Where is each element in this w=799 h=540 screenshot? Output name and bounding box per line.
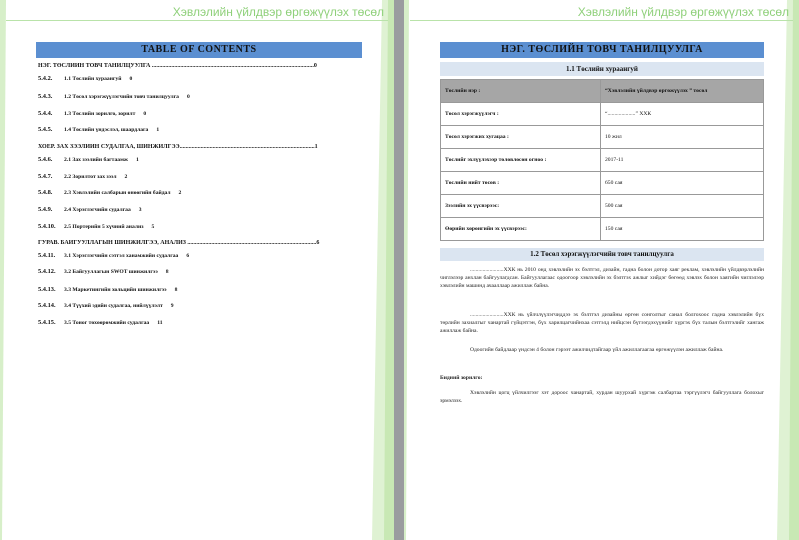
toc-entry[interactable]: 5.4.3. 1.2 Төсөл хэрэгжүүлэгчийн товч танилцуулга 0 — [38, 93, 190, 100]
page-header: Хэвлэлийн үйлдвэр өргөжүүлэх төсөл — [577, 5, 789, 19]
paragraph: Хэвлэлийн цогц үйлчилгээг хэт дороос чанартай, хурдан шуурхай хүргэж салбартаа тэргүүлэгч байгууллага болохыг эрмэлзэх. — [440, 390, 764, 404]
toc-entry[interactable]: 5.4.7. 2.2 Зорилтот зах зээл 2 — [38, 173, 128, 180]
toc-entry[interactable]: 5.4.6. 2.1 Зах зээлийн багтаамж 1 — [38, 156, 139, 163]
table-cell-label: Төслийг эхлүүлэхээр төлөвлөсөн огноо : — [441, 149, 601, 172]
page-right — [404, 0, 799, 540]
toc-chapter-2[interactable]: ХОЁР. ЗАХ ЗЭЭЛИЙН СУДАЛГАА, ШИНЖИЛГЭЭ..........................................................................................1 — [38, 144, 318, 150]
toc-title: TABLE OF CONTENTS — [36, 42, 362, 58]
toc-entry[interactable]: 5.4.9. 2.4 Хэрэглэгчийн судалгаа 3 — [38, 206, 142, 213]
toc-entry[interactable]: 5.4.14. 3.4 Түүхий эдийн судалгаа, нийлүүлэлт 9 — [38, 302, 174, 309]
page-decoration-left — [404, 0, 418, 540]
table-cell-value: 500 сая — [601, 195, 764, 218]
paragraph-heading: Бидний зорилго: — [440, 375, 483, 381]
table-cell-value: 10 жил — [601, 126, 764, 149]
table-cell-value: “Хэвлэлийн үйлдвэр өргөжүүлэх ” төсөл — [601, 80, 764, 103]
table-cell-value: 650 сая — [601, 172, 764, 195]
table-cell-label: Төсөл хэрэгжүүлэгч : — [441, 103, 601, 126]
section-title: 1.2 Төсөл хэрэгжүүлэгчийн товч танилцуулга — [440, 248, 764, 261]
toc-entry[interactable]: 5.4.13. 3.3 Маркетингийн хольцийн шинжилгээ 8 — [38, 286, 178, 293]
table-cell-label: Өөрийн хөрөнгийн эх үүсвэрээс: — [441, 218, 601, 241]
header-divider — [6, 20, 388, 21]
page-decoration-right — [372, 0, 394, 540]
page-header: Хэвлэлийн үйлдвэр өргөжүүлэх төсөл — [172, 5, 384, 19]
chapter-title: НЭГ. ТӨСЛИЙН ТОВЧ ТАНИЛЦУУЛГА — [440, 42, 764, 58]
paragraph: Одоогийн байдлаар үндсэн 4 болон гэрээт ажилчидтайгаар үйл ажиллагаагаа өргөжүүлэн ажиллаж байна. — [470, 347, 724, 353]
table-row — [441, 172, 764, 195]
table-cell-label: Зээлийн эх үүсвэрээс: — [441, 195, 601, 218]
page-decoration-right — [777, 0, 799, 540]
table-row — [441, 149, 764, 172]
table-row — [441, 80, 764, 103]
table-cell-value: 2017-11 — [601, 149, 764, 172]
toc-entry[interactable]: 5.4.2. 1.1 Төслийн хураангуй 0 — [38, 75, 133, 82]
toc-entry[interactable]: 5.4.8. 2.3 Хэвлэлийн салбарын өнөөгийн байдал 2 — [38, 189, 182, 196]
toc-entry[interactable]: 5.4.11. 3.1 Хэрэглэгчийн сэтгэл ханамжийн судалгаа 6 — [38, 252, 190, 259]
table-row — [441, 126, 764, 149]
header-divider — [410, 20, 793, 21]
toc-entry[interactable]: 5.4.5. 1.4 Төслийн үндэслэл, шаардлага 1 — [38, 126, 160, 133]
page-gutter — [394, 0, 404, 540]
toc-entry[interactable]: 5.4.4. 1.3 Төслийн зорилго, зорилт 0 — [38, 110, 147, 117]
table-cell-label: Төслийн нийт төсөв : — [441, 172, 601, 195]
page-decoration-left — [0, 0, 14, 540]
toc-entry[interactable]: 5.4.15. 3.5 Тоног төхөөрөмжийн судалгаа 11 — [38, 319, 163, 326]
paragraph: ........................ХХК нь үйлчлүүлэгчиддээ эх бэлтгэл дизайны өргөн сонголтыг санал болгохоос гадна хэвлэлийн бүх төрлийн захиалгыг чанартай гүйцэтгэн, бүх харилцагчийнхаа сэтгэлд нийцсэн бүтээгдэхүүнийг хүргэх бүх талын бэлтгэлийг хангаж ажиллаж байна. — [440, 312, 764, 334]
table-row — [441, 195, 764, 218]
toc-chapter-3[interactable]: ГУРАВ. БАЙГУУЛЛАГЫН ШИНЖИЛГЭЭ, АНАЛИЗ ......................................................................................6 — [38, 240, 320, 246]
page-left — [0, 0, 394, 540]
project-summary-table — [440, 79, 764, 241]
table-cell-label: Төсөл хэрэгжих хугацаа : — [441, 126, 601, 149]
table-row — [441, 218, 764, 241]
table-cell-value: 150 сая — [601, 218, 764, 241]
table-cell-value: “....................” ХХК — [601, 103, 764, 126]
section-title: 1.1 Төслийн хураангуй — [440, 62, 764, 76]
paragraph: ........................ХХК нь 2010 онд хэвлэлийн эх бэлтгэл, дизайн, гадна болон дотор хаяг реклам, хэвлэлийн үйлдвэрлэлийн чиглэлээр анхлан байгуулагдсан. Байгууллагаас одоогоор хэвлэлийн эх бэлтгэх ажлыг хийдэг бөгөөд хэвлэх болон хаягийн чиглэлээр хэвлэлийн машинд ачааллаар ажиллаж байна. — [440, 267, 764, 289]
toc-entry[interactable]: 5.4.12. 3.2 Байгууллагын SWOT шинжилгээ 8 — [38, 268, 169, 275]
table-cell-label: Төслийн нэр : — [441, 80, 601, 103]
toc-chapter-1[interactable]: НЭГ. ТӨСЛИЙН ТОВЧ ТАНИЛЦУУЛГА ............................................................................................................0 — [38, 63, 317, 69]
toc-entry[interactable]: 5.4.10. 2.5 Портерийн 5 хүчний анализ 5 — [38, 223, 155, 230]
table-row — [441, 103, 764, 126]
